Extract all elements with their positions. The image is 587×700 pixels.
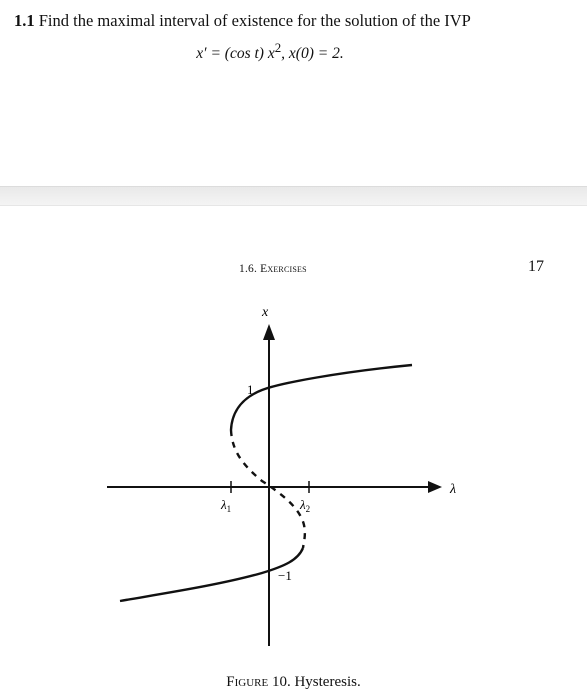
page-number: 17	[528, 258, 544, 275]
lower-stable-branch	[120, 548, 303, 601]
caption-prefix: Figure 10.	[226, 674, 291, 690]
one-label: 1	[247, 382, 254, 397]
minus-one-label: −1	[278, 568, 292, 583]
problem-number: 1.1	[14, 11, 35, 30]
problem-text: Find the maximal interval of existence for the solution of the IVP	[38, 11, 471, 30]
lambda-axis-label: λ	[450, 482, 457, 497]
upper-stable-branch	[231, 365, 412, 430]
figure-caption	[0, 674, 587, 691]
equation-initial-condition: , x(0) = 2.	[281, 45, 344, 63]
caption-title: Hysteresis.	[294, 674, 361, 690]
lambda-axis-arrow-icon	[428, 481, 442, 493]
lambda1-label: $\lambda_1$	[221, 497, 232, 514]
unstable-branch	[231, 430, 305, 548]
x-axis-arrow-icon	[263, 324, 275, 340]
running-head: 1.6. Exercises	[239, 263, 307, 275]
lambda2-label: $\lambda_2$	[300, 497, 311, 514]
x-axis-label: x	[262, 305, 269, 320]
equation-lhs: x′ = (cos t) x	[196, 45, 275, 63]
equation-power: 2	[274, 40, 282, 55]
